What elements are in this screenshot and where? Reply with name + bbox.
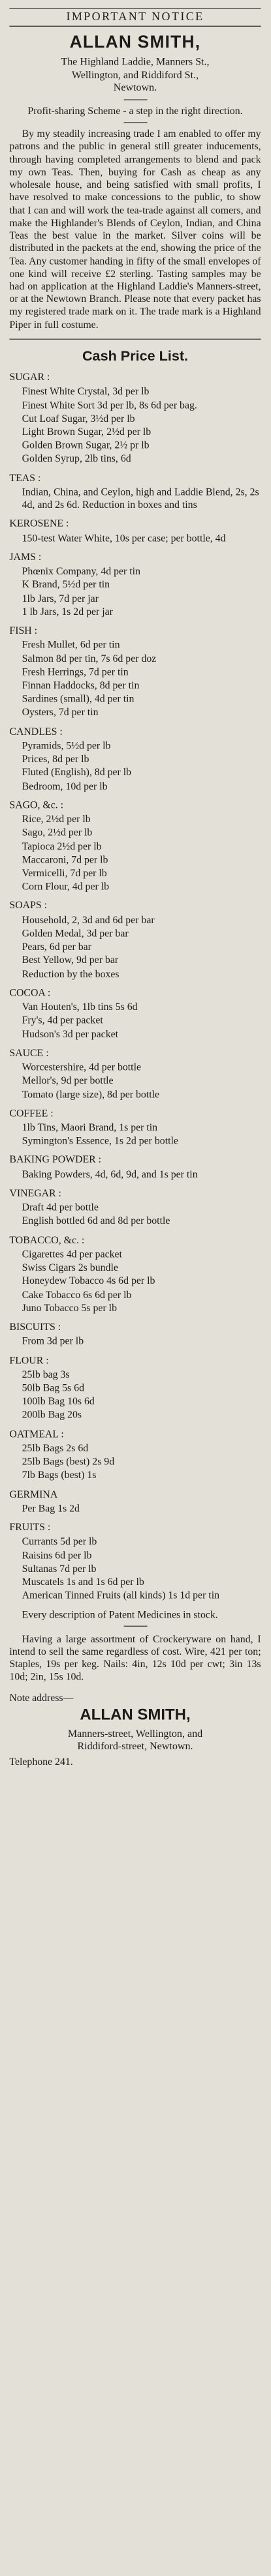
note-address-label: Note address— [9, 1691, 74, 1704]
price-category-heading: VINEGAR : [9, 1187, 61, 1199]
price-item: Juno Tobacco 5s per lb [22, 1301, 118, 1314]
address-line-2: Wellington, and Riddiford St., [71, 68, 199, 81]
price-item: Draft 4d per bottle [22, 1201, 99, 1213]
price-item: Indian, China, and Ceylon, high and Laddie Blend, 2s, 2s 4d, and 2s 6d. Reduction in boxes and tins [22, 486, 259, 511]
price-item: English bottled 6d and 8d per bottle [22, 1214, 170, 1226]
price-item: Finest White Crystal, 3d per lb [22, 385, 150, 397]
price-item: Household, 2, 3d and 6d per bar [22, 913, 155, 926]
price-item: Pears, 6d per bar [22, 940, 91, 953]
price-category-heading: COCOA : [9, 986, 51, 999]
price-item: Sultanas 7d per lb [22, 1562, 97, 1575]
price-item: Symington's Essence, 1s 2d per bottle [22, 1134, 178, 1147]
price-item: Worcestershire, 4d per bottle [22, 1061, 142, 1073]
price-category-heading: SAUCE : [9, 1046, 49, 1059]
price-item: Prices, 8d per lb [22, 752, 89, 765]
price-item: Fresh Mullet, 6d per tin [22, 638, 120, 651]
price-item: Hudson's 3d per packet [22, 1028, 119, 1040]
price-item: From 3d per lb [22, 1335, 84, 1347]
price-category-heading: FISH : [9, 624, 38, 636]
price-category-heading: GERMINA [9, 1487, 58, 1500]
price-item: Cigarettes 4d per packet [22, 1247, 122, 1260]
price-item: Fresh Herrings, 7d per tin [22, 665, 129, 677]
price-item: Reduction by the boxes [22, 967, 120, 979]
price-item: Van Houten's, 1lb tins 5s 6d [22, 1000, 138, 1013]
price-item: Finnan Haddocks, 8d per tin [22, 679, 140, 691]
price-item: Salmon 8d per tin, 7s 6d per doz [22, 652, 157, 664]
price-item: 25lb bag 3s [22, 1368, 70, 1380]
price-item: Per Bag 1s 2d [22, 1502, 80, 1514]
price-category-heading: FLOUR : [9, 1354, 49, 1366]
price-item: Vermicelli, 7d per lb [22, 866, 107, 879]
price-item: K Brand, 5½d per tin [22, 578, 110, 591]
price-category-heading: COFFEE : [9, 1106, 54, 1119]
price-item: 100lb Bag 10s 6d [22, 1395, 95, 1407]
price-list [9, 371, 261, 1602]
price-item: Baking Powders, 4d, 6d, 9d, and 1s per tin [22, 1168, 198, 1180]
price-item: American Tinned Fruits (all kinds) 1s 1d per tin [22, 1589, 220, 1601]
price-item: Finest White Sort 3d per lb, 8s 6d per bag. [22, 398, 197, 411]
intro-paragraph: By my steadily increasing trade I am enabled to offer my patrons and the public in general still greater inducements, through having completed arrangements to blend and pack my own Teas. Then, buying for Cash as cheap as any wholesale house, and being satisfied with small profits, I have resolved to make concessions to the public, to show that I can and will work the tea-trade against all comers, and make the Highlander's Blends of Ceylon, Indian, and China Teas the best value in the market. Silver coins will be distributed in the packets at the end, showing the price of the Tea. Any customer handing in fifty of the small envelopes of one kind will receive £2 sterling. Tasting samples may be had on application at the Highland Laddie's Manners-street, or at the Newtown Branch. Please note that every packet has my registered trade mark on it. The trade mark is a Highland Piper in full costume. [9, 127, 261, 331]
business-name: ALLAN SMITH, [69, 32, 201, 52]
address-line-1: The Highland Laddie, Manners St., [61, 55, 210, 68]
price-item: Golden Syrup, 2lb tins, 6d [22, 452, 131, 465]
divider [123, 99, 147, 100]
price-item: 50lb Bag 5s 6d [22, 1382, 84, 1394]
price-item: Tomato (large size), 8d per bottle [22, 1088, 160, 1100]
price-item: Fluted (English), 8d per lb [22, 766, 132, 778]
divider [123, 122, 147, 123]
price-item: Cake Tobacco 6s 6d per lb [22, 1288, 132, 1300]
price-item: Sago, 2½d per lb [22, 826, 93, 838]
price-item: Pyramids, 5½d per lb [22, 739, 111, 751]
price-category-heading: SAGO, &c. : [9, 799, 64, 811]
price-item: 200lb Bag 20s [22, 1408, 82, 1421]
price-category-heading: OATMEAL : [9, 1427, 64, 1440]
price-item: Best Yellow, 9d per bar [22, 954, 119, 966]
price-category-heading: BISCUITS : [9, 1320, 61, 1333]
price-category-heading: FRUITS : [9, 1520, 51, 1533]
price-item: Currants 5d per lb [22, 1535, 97, 1547]
price-item: 25lb Bags 2s 6d [22, 1442, 89, 1454]
price-item: Fry's, 4d per packet [22, 1014, 103, 1026]
price-item: 1lb Jars, 7d per jar [22, 591, 99, 604]
price-item: Mellor's, 9d per bottle [22, 1074, 114, 1086]
price-category-heading: JAMS : [9, 550, 42, 563]
price-item: Honeydew Tobacco 4s 6d per lb [22, 1275, 155, 1287]
masthead: IMPORTANT NOTICE [9, 8, 261, 27]
price-category-heading: SOAPS : [9, 899, 48, 911]
price-item: 25lb Bags (best) 2s 9d [22, 1455, 115, 1468]
footer-address-line-2: Riddiford-street, Newtown. [77, 1740, 193, 1752]
patent-medicines-note: Every description of Patent Medicines in stock. [22, 1608, 218, 1620]
price-category-heading: TOBACCO, &c. : [9, 1233, 85, 1245]
price-item: Golden Medal, 3d per bar [22, 926, 129, 939]
price-item: Bedroom, 10d per lb [22, 779, 108, 792]
price-item: Maccaroni, 7d per lb [22, 853, 108, 865]
footer-address-line-1: Manners-street, Wellington, and [67, 1727, 203, 1739]
price-category-heading: CANDLES : [9, 725, 63, 737]
price-item: 7lb Bags (best) 1s [22, 1468, 97, 1481]
price-item: Golden Brown Sugar, 2½ pr lb [22, 439, 150, 451]
price-item: 150-test Water White, 10s per case; per bottle, 4d [22, 531, 226, 544]
section-rule [9, 339, 261, 340]
price-item: Phœnix Company, 4d per tin [22, 565, 141, 577]
price-item: 1 lb Jars, 1s 2d per jar [22, 605, 113, 617]
footer-business-name: ALLAN SMITH, [80, 1706, 191, 1724]
price-category-heading: TEAS : [9, 471, 41, 484]
subhead: Profit-sharing Scheme - a step in the right direction. [27, 104, 243, 117]
divider [123, 1625, 147, 1626]
price-category-heading: KEROSENE : [9, 517, 69, 529]
address-line-3: Newtown. [113, 81, 157, 94]
telephone: Telephone 241. [9, 1756, 73, 1768]
price-item: Tapioca 2½d per lb [22, 840, 102, 852]
price-item: Oysters, 7d per tin [22, 705, 99, 718]
price-item: Sardines (small), 4d per tin [22, 692, 135, 705]
price-item: Rice, 2½d per lb [22, 812, 91, 825]
price-item: Corn Flour, 4d per lb [22, 880, 110, 893]
price-list-title: Cash Price List. [82, 348, 189, 364]
price-category-heading: SUGAR : [9, 370, 50, 383]
price-item: Raisins 6d per lb [22, 1548, 92, 1561]
price-item: Cut Loaf Sugar, 3½d per lb [22, 412, 135, 424]
price-item: Swiss Cigars 2s bundle [22, 1261, 118, 1273]
price-item: Muscatels 1s and 1s 6d per lb [22, 1575, 144, 1588]
price-item: Light Brown Sugar, 2½d per lb [22, 425, 151, 437]
price-category-heading: BAKING POWDER : [9, 1153, 102, 1166]
price-item: 1lb Tins, Maori Brand, 1s per tin [22, 1121, 158, 1133]
crockery-note: Having a large assortment of Crockeryware on hand, I intend to sell the same regardless of cost. Wire, 421 per ton; Staples, 19s per keg. Nails: 4in, 12s 10d per cwt; 3in 13s 10d; 2in, 15s 10d. [9, 1633, 261, 1683]
